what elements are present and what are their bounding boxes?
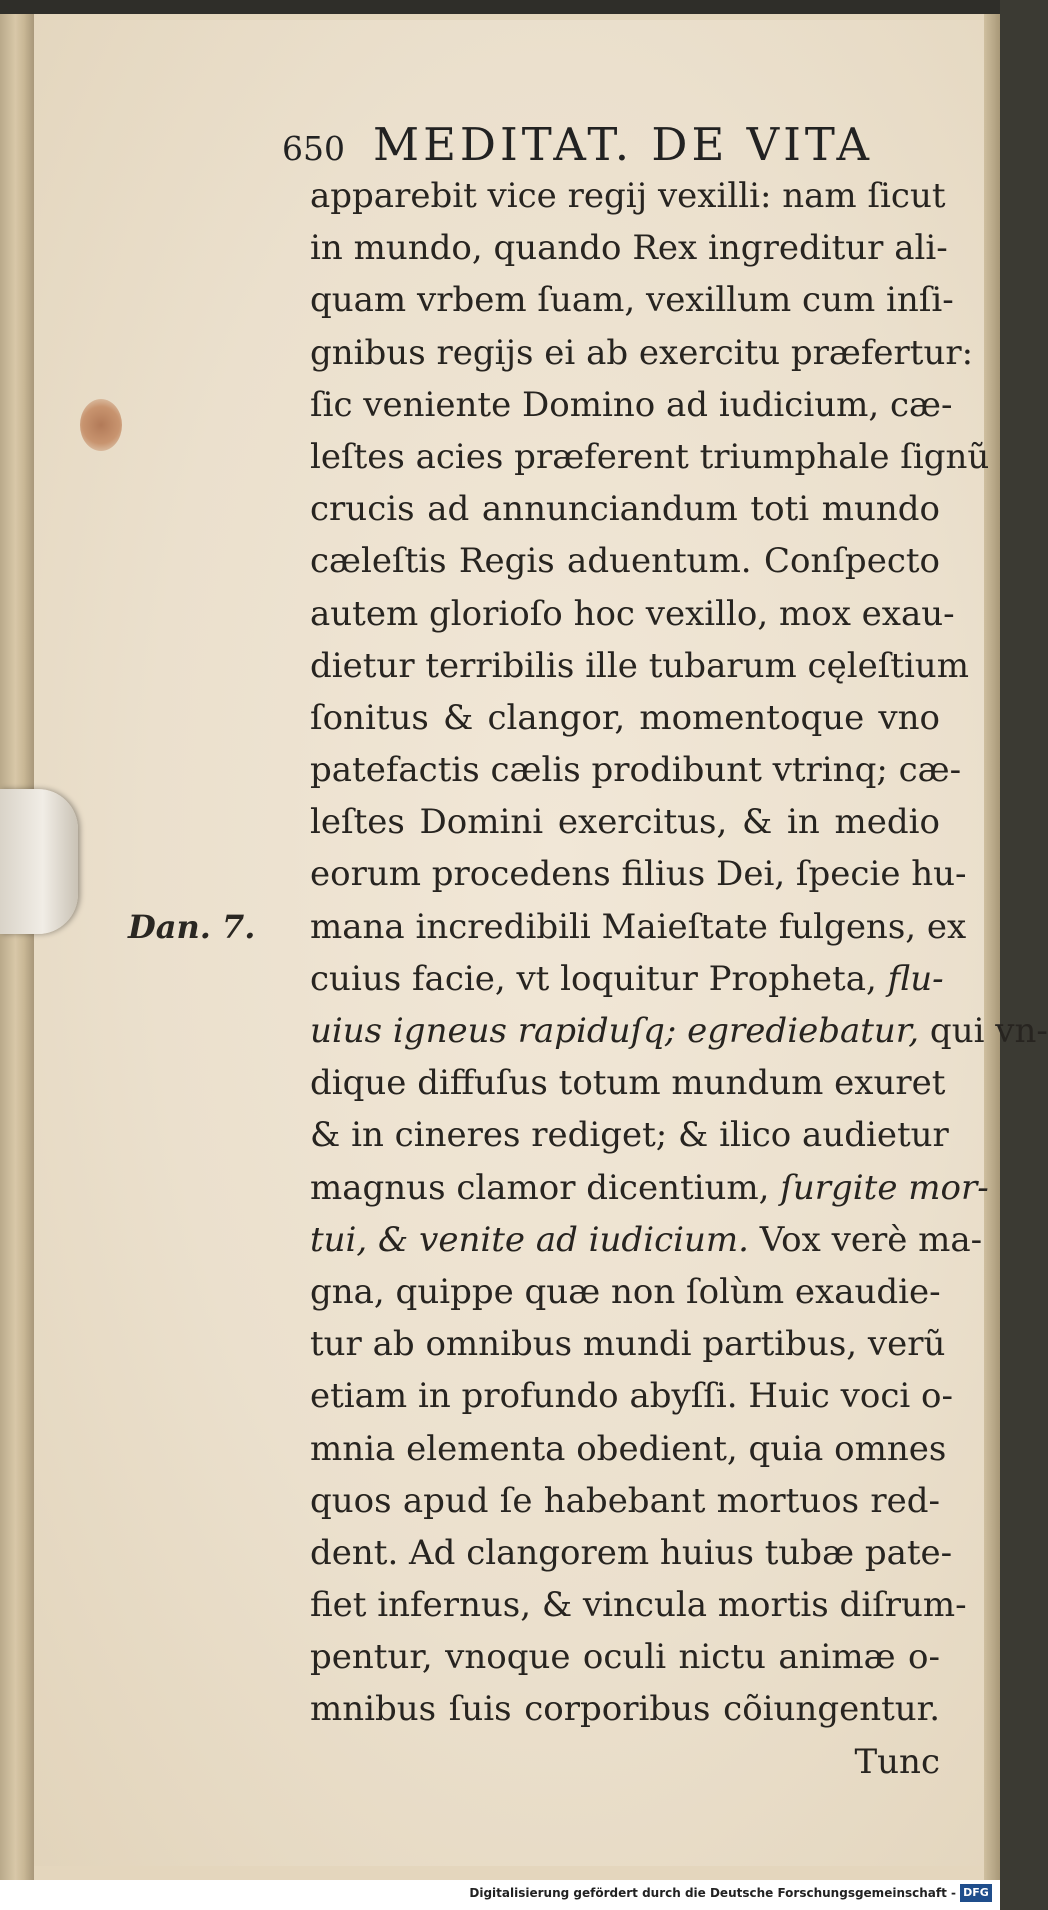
body-text: [310, 170, 1048, 1788]
text-segment: tur ab omnibus mundi partibus, verũ: [310, 1324, 946, 1365]
text-line: [310, 1214, 983, 1266]
text-line: [310, 588, 955, 640]
text-line: [310, 1318, 946, 1370]
text-segment: leſtes acies præferent triumphale ſignũ: [310, 436, 990, 477]
text-line: [310, 1475, 940, 1527]
text-segment: pentur, vnoque oculi nictu animæ o-: [310, 1637, 940, 1678]
text-segment: mana incredibili Maieſtate fulgens, ex: [310, 906, 967, 947]
text-segment: autem glorioſo hoc vexillo, mox exau-: [310, 593, 955, 634]
text-line: [310, 1527, 953, 1579]
italic-text: ſurgite mor-: [780, 1167, 989, 1208]
text-segment: quam vrbem ſuam, vexillum cum inſi-: [310, 280, 954, 321]
text-segment: Vox verè ma-: [748, 1219, 983, 1260]
text-line: [310, 1370, 953, 1422]
text-line: [310, 744, 962, 796]
text-line: [310, 1162, 989, 1214]
page-number: 650: [282, 129, 345, 168]
text-segment: crucis ad annunciandum toti mundo: [310, 489, 940, 530]
text-line: [310, 796, 940, 848]
margin-note: Dan. 7.: [128, 908, 256, 946]
text-segment: dique diffuſus totum mundum exuret: [310, 1063, 946, 1104]
text-line: [310, 953, 944, 1005]
text-segment: etiam in profundo abyſſi. Huic voci o-: [310, 1376, 953, 1417]
text-segment: in mundo, quando Rex ingreditur ali-: [310, 228, 948, 269]
text-segment: ſonitus & clangor, momentoque vno: [310, 697, 940, 738]
text-line: [310, 431, 990, 483]
text-segment: fiet infernus, & vincula mortis diſrum-: [310, 1585, 967, 1626]
text-line: [310, 1736, 940, 1788]
text-line: [310, 848, 967, 900]
text-line: [310, 1109, 949, 1161]
text-segment: patefactis cælis prodibunt vtrinq; cæ-: [310, 750, 962, 791]
text-line: [310, 901, 967, 953]
text-line: [310, 1683, 940, 1735]
text-line: [310, 274, 954, 326]
text-segment: Tunc: [854, 1741, 940, 1782]
italic-text: flu-: [887, 958, 944, 999]
footer-bar: [0, 1880, 1000, 1910]
text-segment: mnia elementa obedient, quia omnes: [310, 1428, 947, 1469]
text-line: [310, 1631, 940, 1683]
page-clip: [0, 789, 78, 934]
text-segment: magnus clamor dicentium,: [310, 1167, 781, 1208]
text-line: [310, 379, 953, 431]
text-segment: gnibus regijs ei ab exercitu præfertur:: [310, 332, 974, 373]
text-segment: gna, quippe quæ non ſolùm exaudie-: [310, 1271, 941, 1312]
running-title: MEDITAT. DE VITA: [373, 118, 873, 171]
text-segment: & in cineres rediget; & ilico audietur: [310, 1115, 949, 1156]
text-line: [310, 1266, 940, 1318]
text-line: [310, 535, 940, 587]
text-line: [310, 327, 974, 379]
text-segment: eorum procedens filius Dei, ſpecie hu-: [310, 854, 967, 895]
text-segment: leſtes Domini exercitus, & in medio: [310, 802, 940, 843]
text-line: [310, 1579, 967, 1631]
page-edge-left: [0, 14, 34, 1880]
page-stain: [80, 399, 122, 451]
text-line: [310, 170, 946, 222]
footer-credit: Digitalisierung gefördert durch die Deutsche Forschungsgemeinschaft -: [469, 1886, 956, 1900]
text-line: [310, 1423, 947, 1475]
text-line: [310, 483, 940, 535]
text-segment: ſic veniente Domino ad iudicium, cæ-: [310, 384, 953, 425]
text-segment: apparebit vice regij vexilli: nam ſicut: [310, 176, 946, 216]
text-line: [310, 692, 940, 744]
dfg-logo: DFG: [960, 1884, 992, 1902]
page-edge-right: [984, 14, 1000, 1880]
italic-text: tui, & venite ad iudicium.: [310, 1219, 749, 1260]
text-line: [310, 222, 948, 274]
text-line: [310, 1005, 1048, 1057]
text-segment: cæleſtis Regis aduentum. Conſpecto: [310, 541, 940, 582]
text-segment: mnibus ſuis corporibus cõiungentur.: [310, 1689, 940, 1730]
italic-text: uius igneus rapiduſq; egrediebatur,: [310, 1011, 920, 1051]
text-segment: dietur terribilis ille tubarum cęleſtium: [310, 645, 969, 686]
text-segment: qui vn-: [919, 1011, 1048, 1051]
text-segment: dent. Ad clangorem huius tubæ pate-: [310, 1532, 953, 1573]
text-line: [310, 640, 969, 692]
text-line: [310, 1057, 946, 1109]
text-segment: cuius facie, vt loquitur Propheta,: [310, 958, 888, 999]
text-segment: quos apud ſe habebant mortuos red-: [310, 1480, 940, 1521]
